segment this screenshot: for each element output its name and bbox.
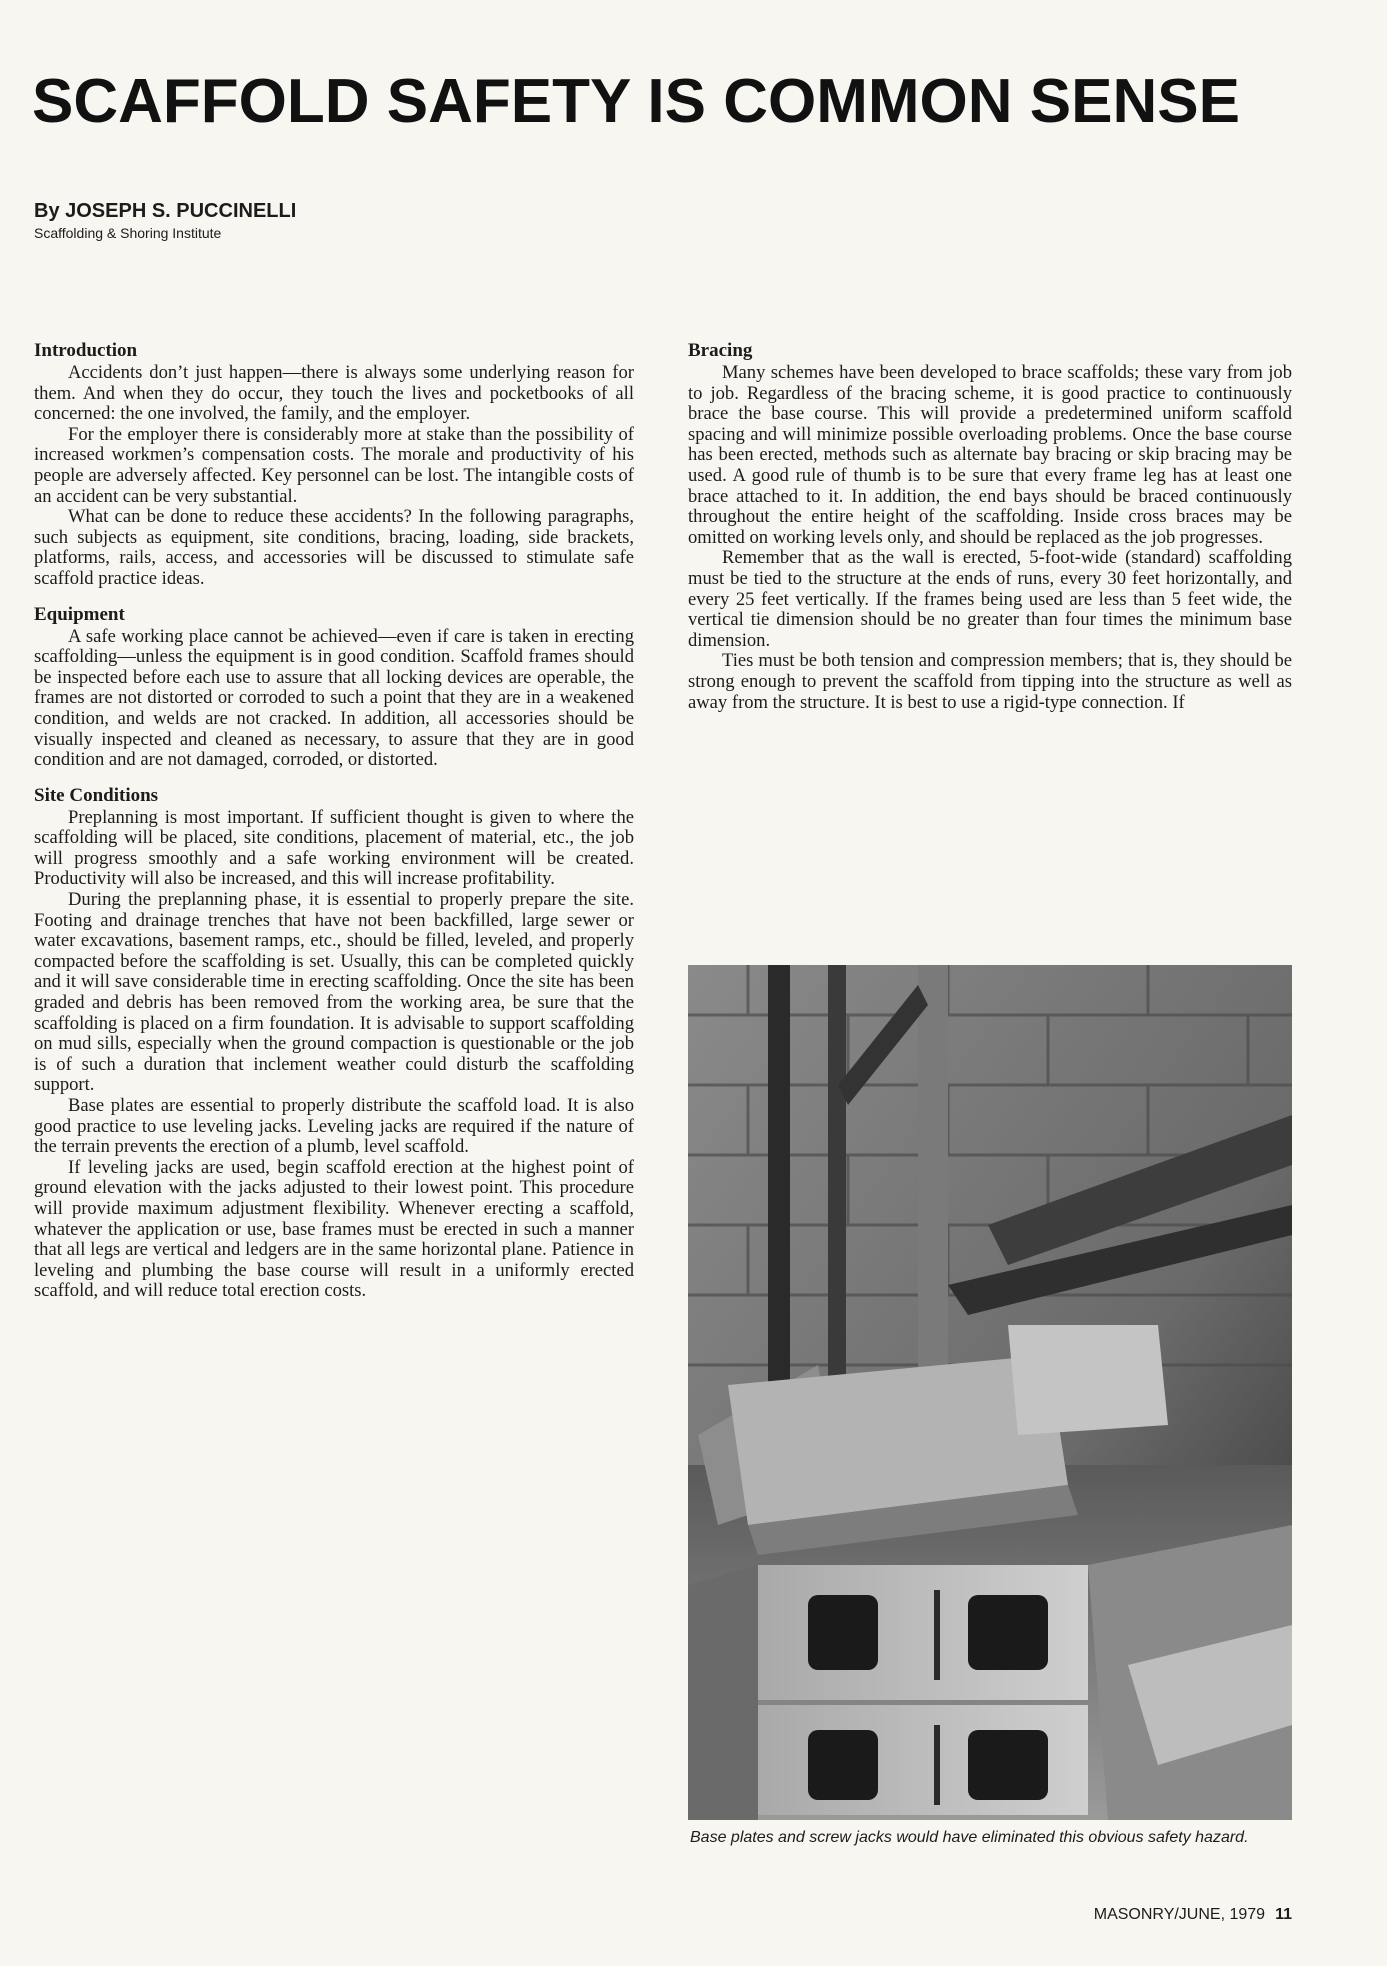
section-heading: Bracing xyxy=(688,340,753,361)
paragraph: What can be done to reduce these accidents? In the following paragraphs, such subjects as equipment, site conditions, bracing, loading, side brackets, platforms, rails, access, and accessories will be discussed to stimulate safe scaffold practice ideas. xyxy=(34,506,634,589)
article-title: SCAFFOLD SAFETY IS COMMON SENSE xyxy=(32,67,1240,136)
photo-caption: Base plates and screw jacks would have eliminated this obvious safety hazard. xyxy=(690,1829,1249,1846)
section-introduction xyxy=(34,340,634,590)
right-column xyxy=(688,340,1292,727)
paragraph: For the employer there is considerably more at stake than the possibility of increased workmen’s compensation costs. The morale and productivity of his people are adversely affected. Key personnel can be lost. The intangible costs of an accident can be very substantial. xyxy=(34,423,634,507)
paragraph: Preplanning is most important. If sufficient thought is given to where the scaffolding will be placed, site conditions, placement of material, etc., the job will progress smoothly and a safe working environment will be created. Productivity will also be increased, and this will increase profitability. xyxy=(34,806,634,890)
section-heading: Site Conditions xyxy=(34,784,159,806)
paragraph: If leveling jacks are used, begin scaffold erection at the highest point of ground elevation with the jacks adjusted to their lowest point. This procedure will provide maximum adjustment flexibility. Whenever erecting a scaffold, whatever the application or use, base frames must be erected in such a manner that all legs are vertical and ledgers are in the same horizontal plane. Patience in leveling and plumbing the base course will result in a uniformly erected scaffold, and will reduce total erection costs. xyxy=(34,1156,634,1302)
left-column xyxy=(34,340,634,1316)
section-bracing xyxy=(688,340,1292,713)
scaffold-photo xyxy=(688,965,1292,1820)
paragraph: Many schemes have been developed to brace scaffolds; these vary from job to job. Regardless of the bracing scheme, it is good practice to continuously brace the base course. This will provide a predetermined uniform scaffold spacing and will minimize possible overloading problems. Once the base course has been erected, methods such as alternate bay bracing or skip bracing may be used. A good rule of thumb is to be sure that every frame leg has at least one brace attached to it. In addition, the end bays should be braced continuously throughout the entire height of the scaffolding. Inside cross braces may be omitted on working levels only, and should be replaced as the job progresses. xyxy=(688,362,1292,548)
paragraph: Ties must be both tension and compression members; that is, they should be strong enough to prevent the scaffold from tipping into the structure as well as away from the structure. It is best to use a rigid-type connection. If xyxy=(688,650,1292,713)
byline xyxy=(34,200,296,241)
section-equipment xyxy=(34,604,634,771)
paragraph: During the preplanning phase, it is essential to properly prepare the site. Footing and drainage trenches that have not been backfilled, large sewer or water excavations, basement ramps, etc., should be filled, leveled, and properly compacted before the scaffolding is set. Usually, this can be completed quickly and it will save considerable time in erecting scaffolding. Once the site has been graded and debris has been removed from the working area, be sure that the scaffolding is placed on a firm foundation. It is advisable to support scaffolding on mud sills, especially when the ground compaction is questionable or the job is of such a duration that inclement weather could disturb the scaffolding support. xyxy=(34,889,634,1096)
section-heading: Equipment xyxy=(34,603,125,625)
section-site-conditions xyxy=(34,785,634,1302)
publication-issue: MASONRY/JUNE, 1979 xyxy=(1093,1906,1266,1923)
paragraph: Accidents don’t just happen—there is always some underlying reason for them. And when they do occur, they touch the lives and pocketbooks of all concerned: the one involved, the family, and the employer. xyxy=(34,362,634,425)
author-affiliation: Scaffolding & Shoring Institute xyxy=(34,225,222,241)
paragraph: Base plates are essential to properly distribute the scaffold load. It is also good practice to use leveling jacks. Leveling jacks are required if the nature of the terrain prevents the erection of a plumb, level scaffold. xyxy=(34,1095,634,1158)
paragraph: A safe working place cannot be achieved—even if care is taken in erecting scaffolding—unless the equipment is in good condition. Scaffold frames should be inspected before each use to assure that all locking devices are operable, the frames are not distorted or corroded to such a point that they are in a weakened condition, and welds are not cracked. In addition, all accessories should be visually inspected and cleaned as necessary, to assure that they are in good condition and are not damaged, corroded, or distorted. xyxy=(34,625,634,771)
paragraph: Remember that as the wall is erected, 5-foot-wide (standard) scaffolding must be tied to the structure at the ends of runs, every 30 feet horizontally, and every 25 feet vertically. If the frames being used are less than 5 feet wide, the vertical tie dimension should be no greater than four times the minimum base dimension. xyxy=(688,547,1292,651)
author-name: By JOSEPH S. PUCCINELLI xyxy=(34,200,297,222)
page-footer xyxy=(1094,1906,1292,1924)
page-number: 11 xyxy=(1275,1906,1292,1923)
section-heading: Introduction xyxy=(34,340,138,361)
